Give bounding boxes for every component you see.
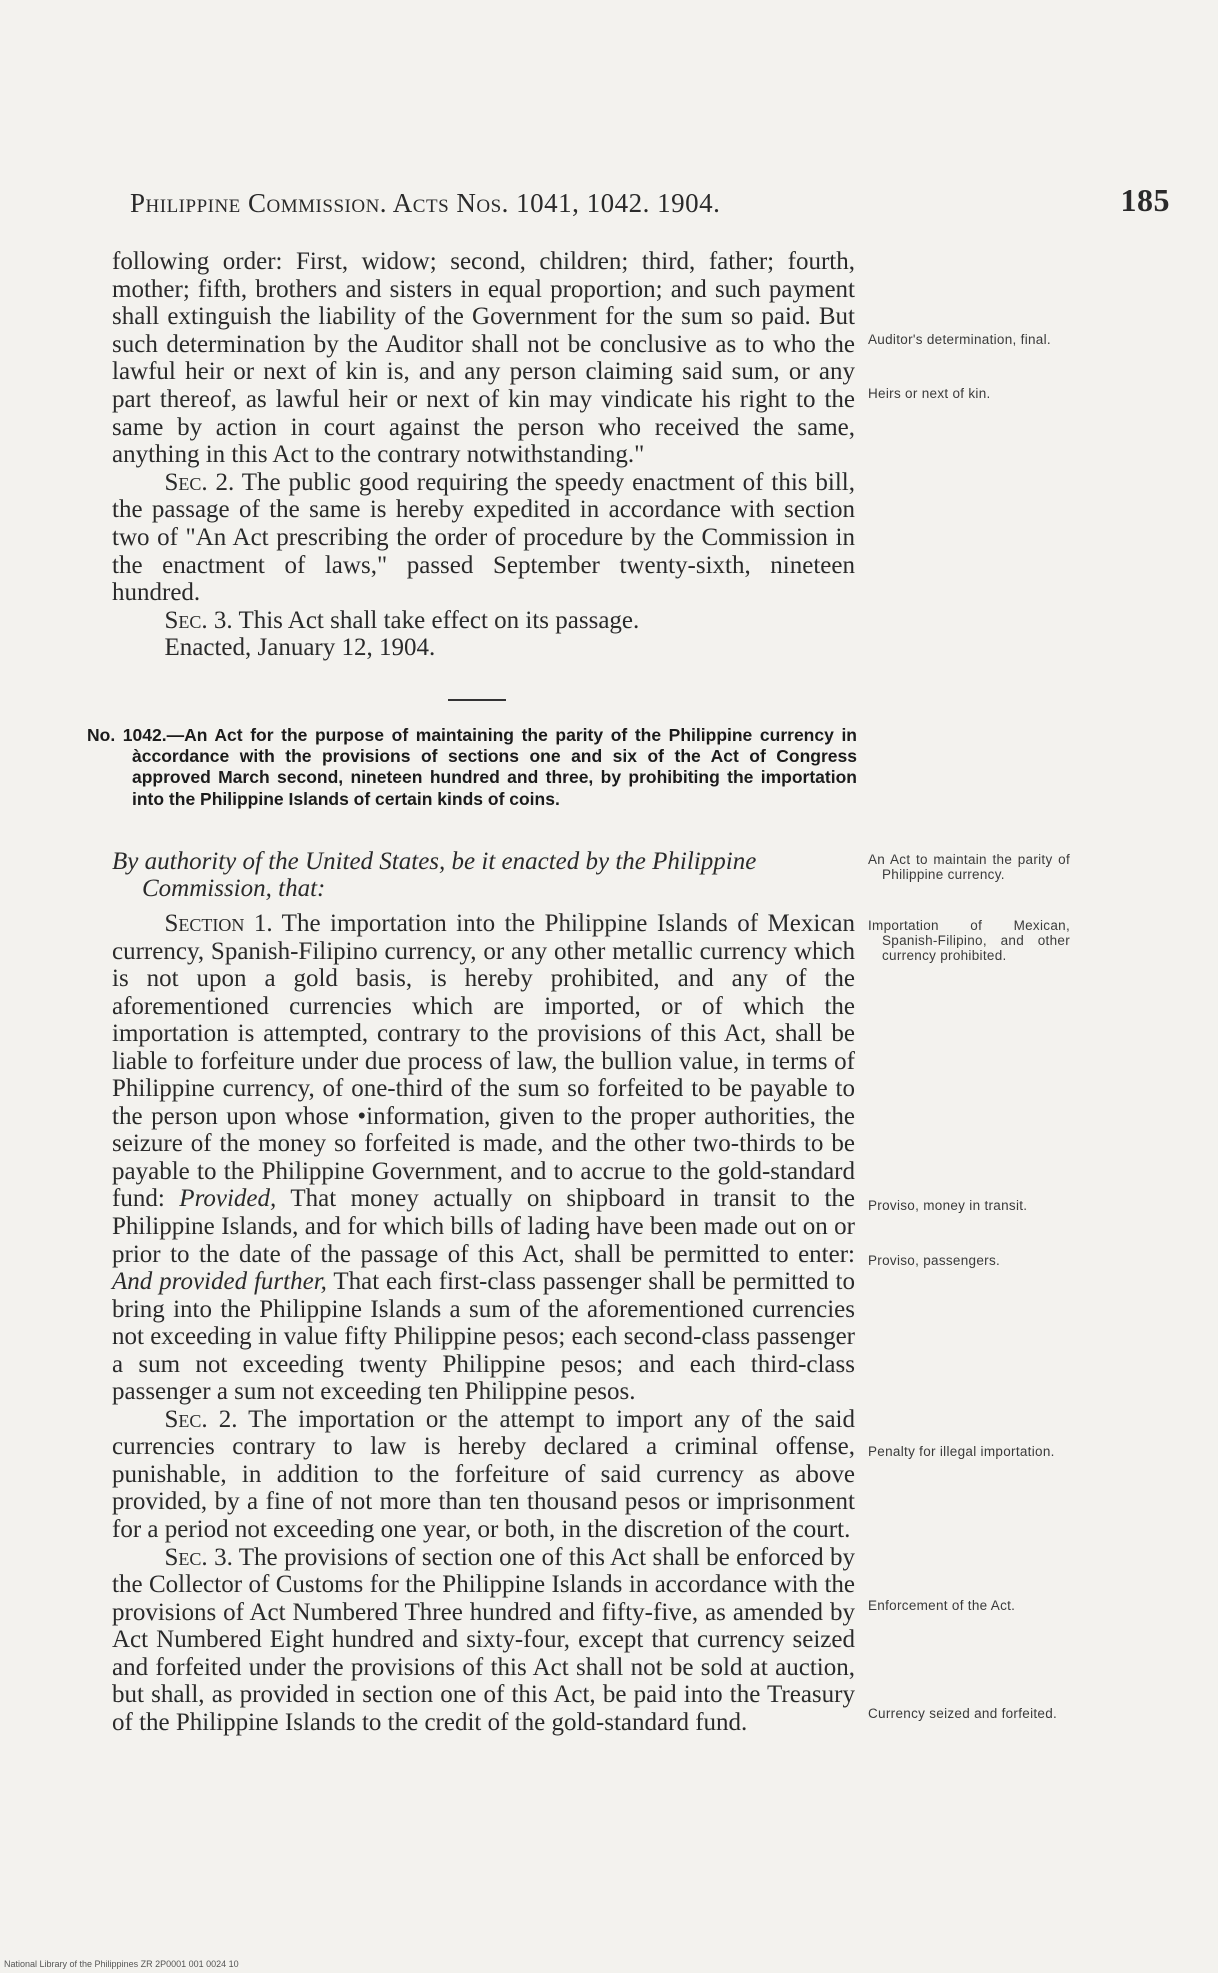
proviso-term: And provided further, <box>112 1268 327 1296</box>
section-3-paragraph <box>112 607 855 635</box>
act-1042-body <box>112 910 855 1736</box>
section-2-paragraph <box>112 1406 855 1544</box>
margin-note: Auditor's determination, final. <box>868 332 1051 347</box>
page-number: 185 <box>1120 182 1170 218</box>
section-1-paragraph <box>112 910 855 1406</box>
act-1042-heading <box>87 725 857 810</box>
section-text: That money actually on shipboard in transit to the Philippine Islands, and for which bills of lading have been made out on or prior to the date of the passage of this Act, shall be permitted to enter: <box>112 1185 855 1268</box>
margin-note: An Act to maintain the parity of Philippine currency. <box>868 852 1070 882</box>
margin-note: Enforcement of the Act. <box>868 1598 1016 1613</box>
margin-note: Proviso, money in transit. <box>868 1198 1028 1213</box>
scan-footer: National Library of the Philippines ZR 2P0001 001 0024 10 <box>4 1959 239 1969</box>
section-text: The public good requiring the speedy enactment of this bill, the passage of the same is hereby expedited in accordance with section two of "An Act prescribing the order of procedure by the Commission in the enactment of laws," passed September twenty-sixth, nineteen hundred. <box>112 468 856 607</box>
section-text: The importation into the Philippine Islands of Mexican currency, Spanish-Filipino currency, or any other metallic currency which is not upon a gold basis, is hereby prohibited, and any of the aforementioned currencies which are imported, or of which the importation is attempted, contrary to the provisions of this Act, shall be liable to forfeiture under due process of law, the bullion value, in terms of Philippine currency, of one-third of the sum so forfeited to be payable to the person upon whose •information, given to the proper authorities, the seizure of the money so forfeited is made, and the other two-thirds to be payable to the Philippine Government, and to accrue to the gold-standard fund: <box>112 910 855 1213</box>
section-text: That each first-class passenger shall be permitted to bring into the Philippine Islands a sum of the aforementioned currencies not exceeding in value fifty Philippine pesos; each second-class passenger a sum not exceeding twenty Philippine pesos; and each third-class passenger a sum not exceeding ten Philippine pesos. <box>112 1268 855 1406</box>
section-text: The importation or the attempt to import any of the said currencies contrary to law is hereby declared a criminal offense, punishable, in addition to the forfeiture of said currency as above provided, by a fine of not more than ten thousand pesos or imprisonment for a period not exceeding one year, or both, in the discretion of the court. <box>112 1405 855 1544</box>
section-3-paragraph <box>112 1544 855 1737</box>
section-2-paragraph <box>112 469 855 607</box>
enacting-clause: By authority of the United States, be it enacted by the Philippine Commission, that: <box>112 848 757 902</box>
margin-note: Currency seized and forfeited. <box>868 1706 1058 1721</box>
enacted-date: Enacted, January 12, 1904. <box>164 634 436 662</box>
section-label: Sec. 3. <box>164 606 233 634</box>
section-divider <box>448 699 506 701</box>
margin-note: Importation of Mexican, Spanish-Filipino, and other currency prohibited. <box>868 918 1070 963</box>
margin-note: Heirs or next of kin. <box>868 386 991 401</box>
act-heading-text: No. 1042.—An Act for the purpose of maintaining the parity of the Philippine currency in àccordance with the provisions of sections one and six of the Act of Congress approved March second, nineteen hundred and three, by prohibiting the importation into the Philippine Islands of certain kinds of coins. <box>87 725 857 809</box>
section-label: Section 1. <box>164 910 273 937</box>
proviso-term: Provided, <box>179 1185 277 1213</box>
section-label: Sec. 2. <box>164 468 235 496</box>
margin-note: Proviso, passengers. <box>868 1253 1001 1268</box>
section-label: Sec. 2. <box>164 1405 238 1433</box>
margin-note: Penalty for illegal importation. <box>868 1444 1055 1459</box>
running-head <box>130 182 1170 228</box>
continued-paragraph: following order: First, widow; second, children; third, father; fourth, mother; fifth, brothers and sisters in equal proportion; and such payment shall extinguish the liability of the Government for the sum so paid. But such determination by the Auditor shall not be conclusive as to who the lawful heir or next of kin is, and any person claiming said sum, or any part thereof, as lawful heir or next of kin may vindicate his right to the same by action in court against the person who received the same, anything in this Act to the contrary notwithstanding." <box>112 248 855 469</box>
running-head-title: Philippine Commission. Acts Nos. 1041, 1042. 1904. <box>130 188 721 218</box>
act-1041-continuation <box>112 248 855 662</box>
section-label: Sec. 3. <box>164 1543 233 1571</box>
section-text: This Act shall take effect on its passage. <box>232 606 640 634</box>
section-text: The provisions of section one of this Act shall be enforced by the Collector of Customs for the Philippine Islands in accordance with the provisions of Act Numbered Three hundred and fifty-five, as amended by Act Numbered Eight hundred and sixty-four, except that currency seized and forfeited under the provisions of this Act shall not be sold at auction, but shall, as provided in section one of this Act, be paid into the Treasury of the Philippine Islands to the credit of the gold-standard fund. <box>112 1543 856 1736</box>
